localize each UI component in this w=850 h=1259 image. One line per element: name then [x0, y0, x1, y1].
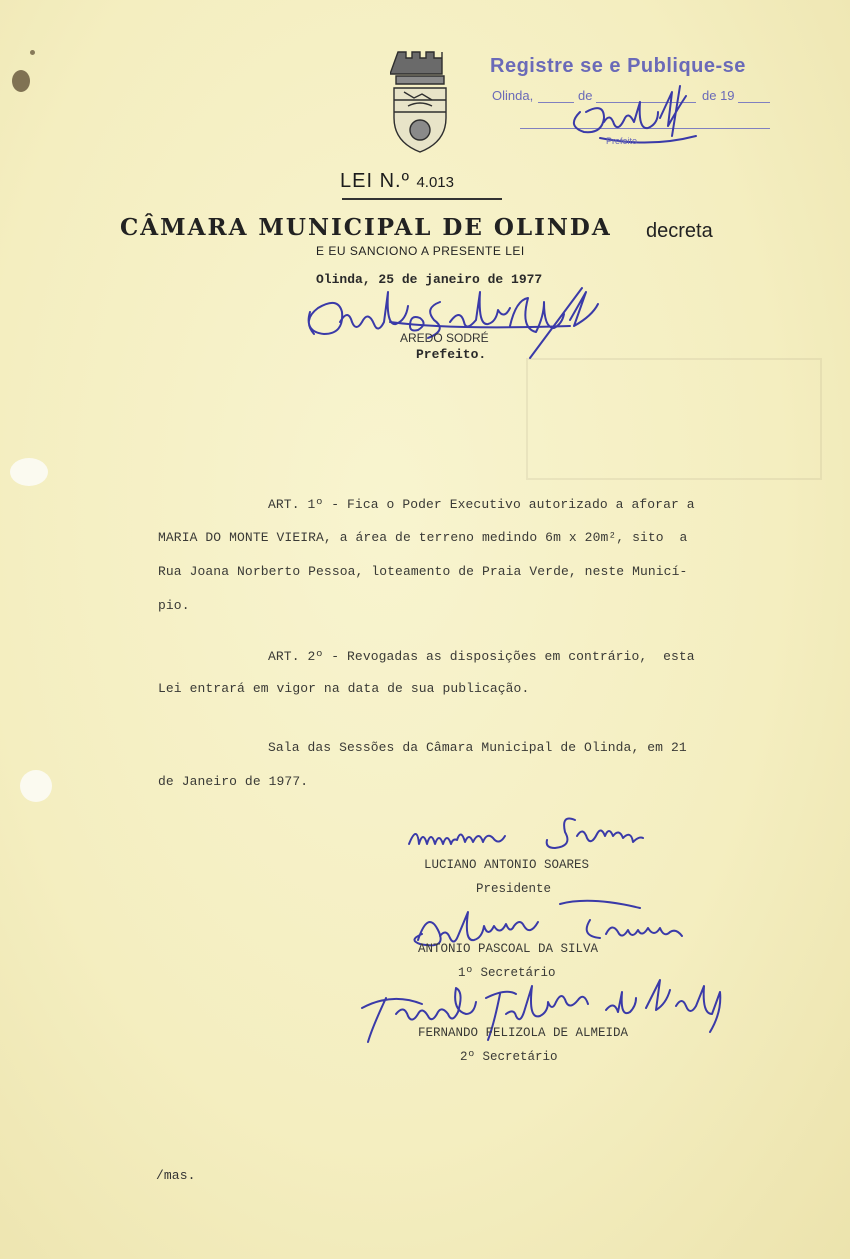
sanction-line: E EU SANCIONO A PRESENTE LEI: [316, 244, 525, 258]
art1-line: Rua Joana Norberto Pessoa, loteamento de Praia Verde, neste Municí-: [158, 564, 688, 579]
stamp-prefeito-label: Prefeito: [606, 136, 638, 146]
stamp-de: de: [578, 88, 593, 103]
registration-stamp-title: Registre se e Publique-se: [490, 55, 746, 77]
decreta-word: decreta: [646, 220, 713, 242]
signatory-name: ANTONIO PASCOAL DA SILVA: [418, 942, 599, 956]
mayor-title: Prefeito.: [416, 347, 487, 362]
law-number-line: [340, 170, 454, 193]
signatory-title: 2º Secretário: [460, 1050, 558, 1064]
signatory-title: Presidente: [476, 882, 552, 896]
date-line: Olinda, 25 de janeiro de 1977: [316, 272, 543, 287]
bleed-through-stamp: [526, 358, 822, 480]
art2-line: ART. 2º - Revogadas as disposições em contrário, esta: [268, 649, 695, 664]
punch-hole: [20, 770, 52, 802]
signatory-name: FERNANDO FELIZOLA DE ALMEIDA: [418, 1026, 629, 1040]
divider: [342, 198, 502, 200]
signatory-name: LUCIANO ANTONIO SOARES: [424, 858, 590, 872]
law-label: LEI N.º: [340, 170, 410, 192]
typist-initials: /mas.: [156, 1168, 196, 1183]
law-number: 4.013: [416, 174, 454, 191]
stain-spot: [12, 70, 30, 92]
art1-line: pio.: [158, 598, 190, 613]
stamp-place: Olinda,: [492, 88, 534, 103]
closing-line: de Janeiro de 1977.: [158, 774, 309, 789]
closing-line: Sala das Sessões da Câmara Municipal de Olinda, em 21: [268, 740, 687, 755]
municipal-coat-of-arms-icon: [390, 48, 450, 158]
stamp-year: de 19: [702, 88, 735, 103]
art1-line: MARIA DO MONTE VIEIRA, a área de terreno medindo 6m x 20m², sito a: [158, 530, 688, 545]
stain-spot: [30, 50, 35, 55]
art2-line: Lei entrará em vigor na data de sua publicação.: [158, 681, 530, 696]
mayor-name: AREDO SODRÉ: [400, 331, 489, 345]
punch-hole: [10, 458, 48, 486]
chamber-title: CÂMARA MUNICIPAL DE OLINDA: [120, 214, 612, 241]
signatory-title: 1º Secretário: [458, 966, 556, 980]
art1-line: ART. 1º - Fica o Poder Executivo autorizado a aforar a: [268, 497, 695, 512]
president-signature: [405, 810, 675, 860]
